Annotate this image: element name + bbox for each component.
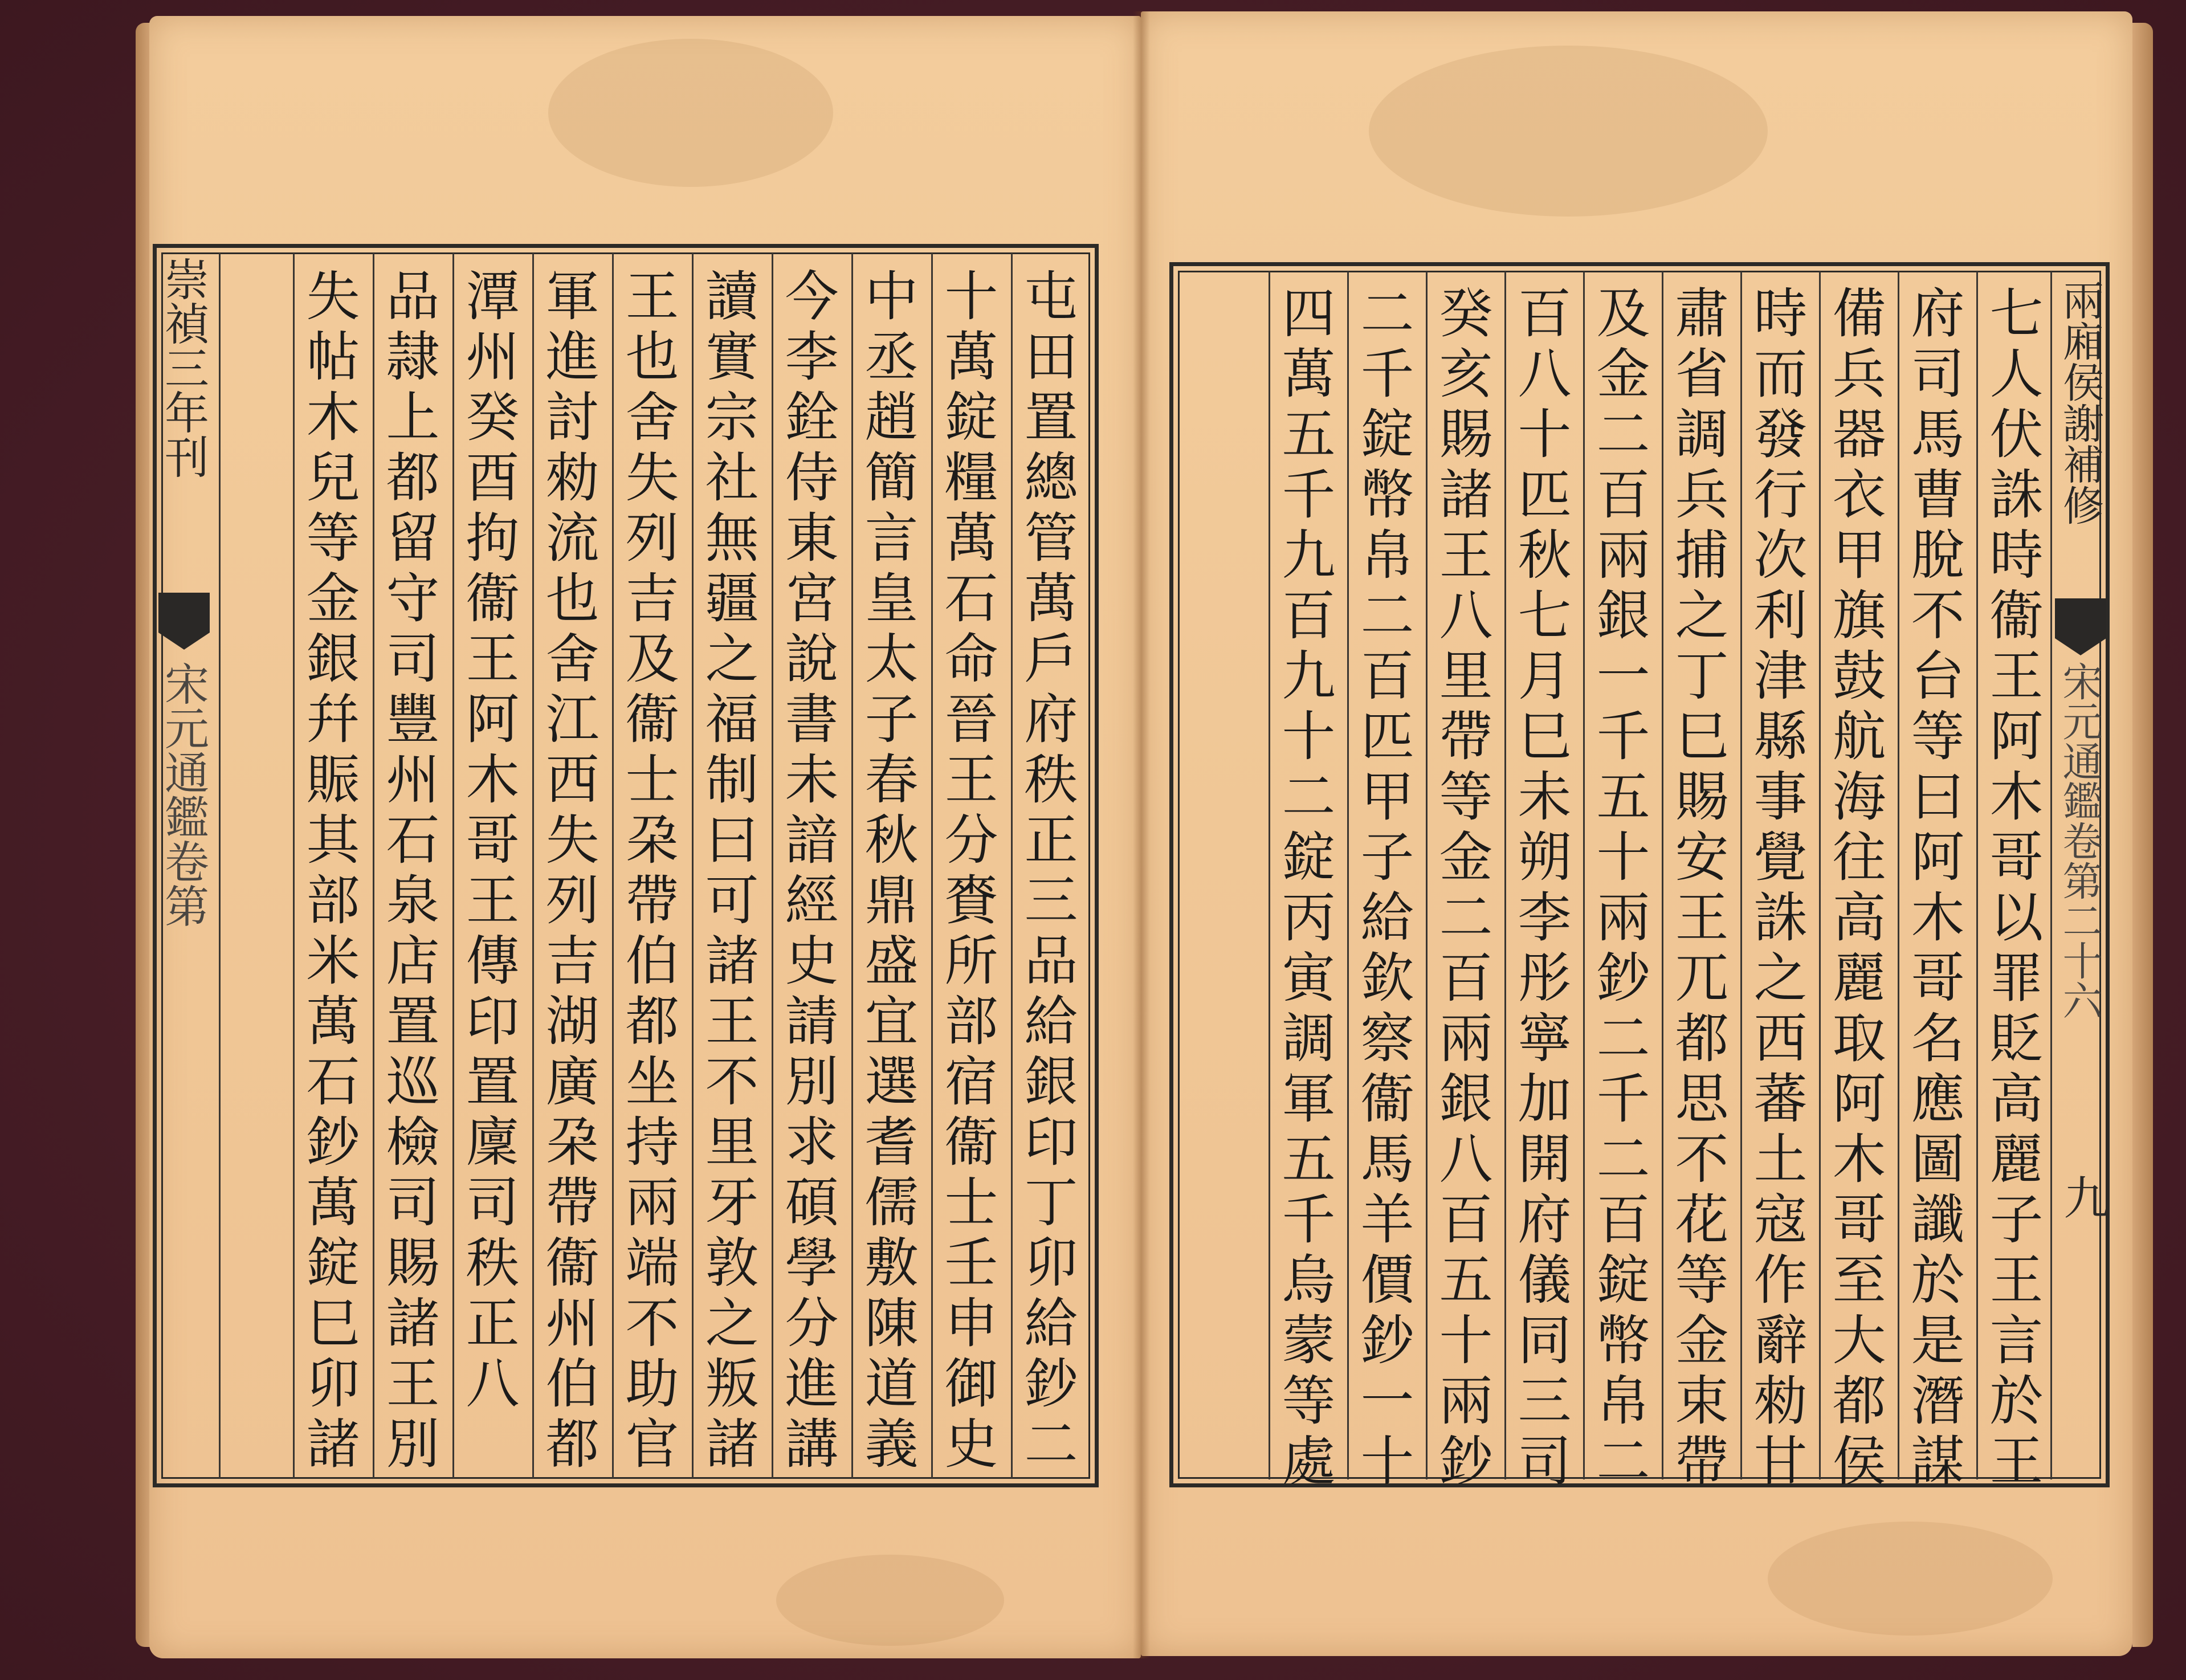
paper-stain	[776, 1555, 1004, 1646]
column-rule	[692, 253, 694, 1478]
column-rule	[532, 253, 534, 1478]
column-rule	[452, 253, 454, 1478]
left-text-column: 中丞趙簡言皇太子春秋鼎盛宜選耆儒敷陳道義	[855, 268, 917, 1476]
paper-stain	[1768, 1522, 2053, 1636]
left-text-column: 軍進討勑流也舍江西失列吉湖廣朶帶衞州伯都	[536, 268, 598, 1476]
right-text-column: 府司馬曹脫不台等曰阿木哥名應圖讖於是潛謀	[1902, 285, 1964, 1493]
left-banxin-rule	[219, 253, 221, 1478]
page-edge-right	[2132, 23, 2153, 1647]
right-banxin-title: 兩廂侯謝補修	[2056, 279, 2104, 525]
right-banxin-rule	[2050, 271, 2052, 1479]
column-rule	[772, 253, 773, 1478]
column-rule	[1819, 271, 1821, 1479]
column-rule	[1504, 271, 1506, 1479]
right-text-column: 時而發行次利津縣事覺誅之西蕃土寇作辭勑甘	[1744, 285, 1806, 1493]
column-rule	[1011, 253, 1013, 1478]
right-banxin-folio: 九	[2056, 1174, 2109, 1220]
left-text-column: 十萬錠糧萬石命晉王分賚所部宿衞士壬申御史	[935, 268, 997, 1476]
left-text-column: 屯田置總管萬戶府秩正三品給銀印丁卯給鈔二	[1015, 268, 1077, 1476]
column-rule	[1976, 271, 1978, 1479]
column-rule	[373, 253, 374, 1478]
column-rule	[851, 253, 853, 1478]
paper-stain	[1369, 46, 1768, 217]
column-rule	[1662, 271, 1663, 1479]
book-gutter	[1133, 11, 1150, 1658]
right-text-column: 二千錠幣帛二百匹甲子給欽察衞馬羊價鈔一十	[1351, 285, 1413, 1493]
right-text-column: 肅省調兵捕之丁巳賜安王兀都思不花等金束帶	[1666, 285, 1728, 1493]
right-text-column: 七人伏誅時衞王阿木哥以罪貶高麗子王言於王	[1980, 285, 2042, 1493]
left-banxin-title: 崇禎三年刊	[157, 256, 209, 479]
left-banxin-chapter: 宋元通鑑卷第	[157, 661, 209, 928]
column-rule	[293, 253, 295, 1478]
left-text-column: 品隷上都留守司豐州石泉店置巡檢司賜諸王別	[377, 268, 439, 1476]
right-text-column: 備兵器衣甲旗鼓航海往高麗取阿木哥至大都侯	[1823, 285, 1885, 1493]
right-text-column: 癸亥賜諸王八里帶等金二百兩銀八百五十兩鈔	[1430, 285, 1492, 1493]
left-text-column: 今李銓侍東宮說書未諳經史請別求碩學分進講	[776, 268, 838, 1476]
column-rule	[1583, 271, 1585, 1479]
right-banxin-chapter: 宋元通鑑卷第二十六	[2056, 661, 2103, 1020]
column-rule	[1426, 271, 1428, 1479]
paper-stain	[548, 39, 833, 187]
right-text-column: 及金二百兩銀一千五十兩鈔二千二百錠幣帛二	[1587, 285, 1649, 1493]
column-rule	[1347, 271, 1349, 1479]
column-rule	[1898, 271, 1899, 1479]
left-text-column: 王也舍失列吉及衞士朶帶伯都坐持兩端不助官	[616, 268, 678, 1476]
column-rule	[612, 253, 614, 1478]
column-rule	[1269, 271, 1270, 1479]
left-text-column: 潭州癸酉拘衞王阿木哥王傳印置廩司秩正八	[456, 268, 519, 1416]
column-rule	[1740, 271, 1742, 1479]
left-text-column: 讀實宗社無疆之福制曰可諸王不里牙敦之叛諸	[696, 268, 758, 1476]
right-fish-tail-mark	[2055, 598, 2106, 655]
left-fish-tail-mark	[158, 593, 210, 650]
right-text-column: 百八十匹秋七月巳未朔李彤寧加開府儀同三司	[1508, 285, 1571, 1493]
column-rule	[931, 253, 933, 1478]
left-text-column: 失帖木兒等金銀幷賑其部米萬石鈔萬錠巳卯諸	[297, 268, 359, 1476]
right-text-column: 四萬五千九百九十二錠丙寅調軍五千烏蒙等處	[1273, 285, 1335, 1493]
